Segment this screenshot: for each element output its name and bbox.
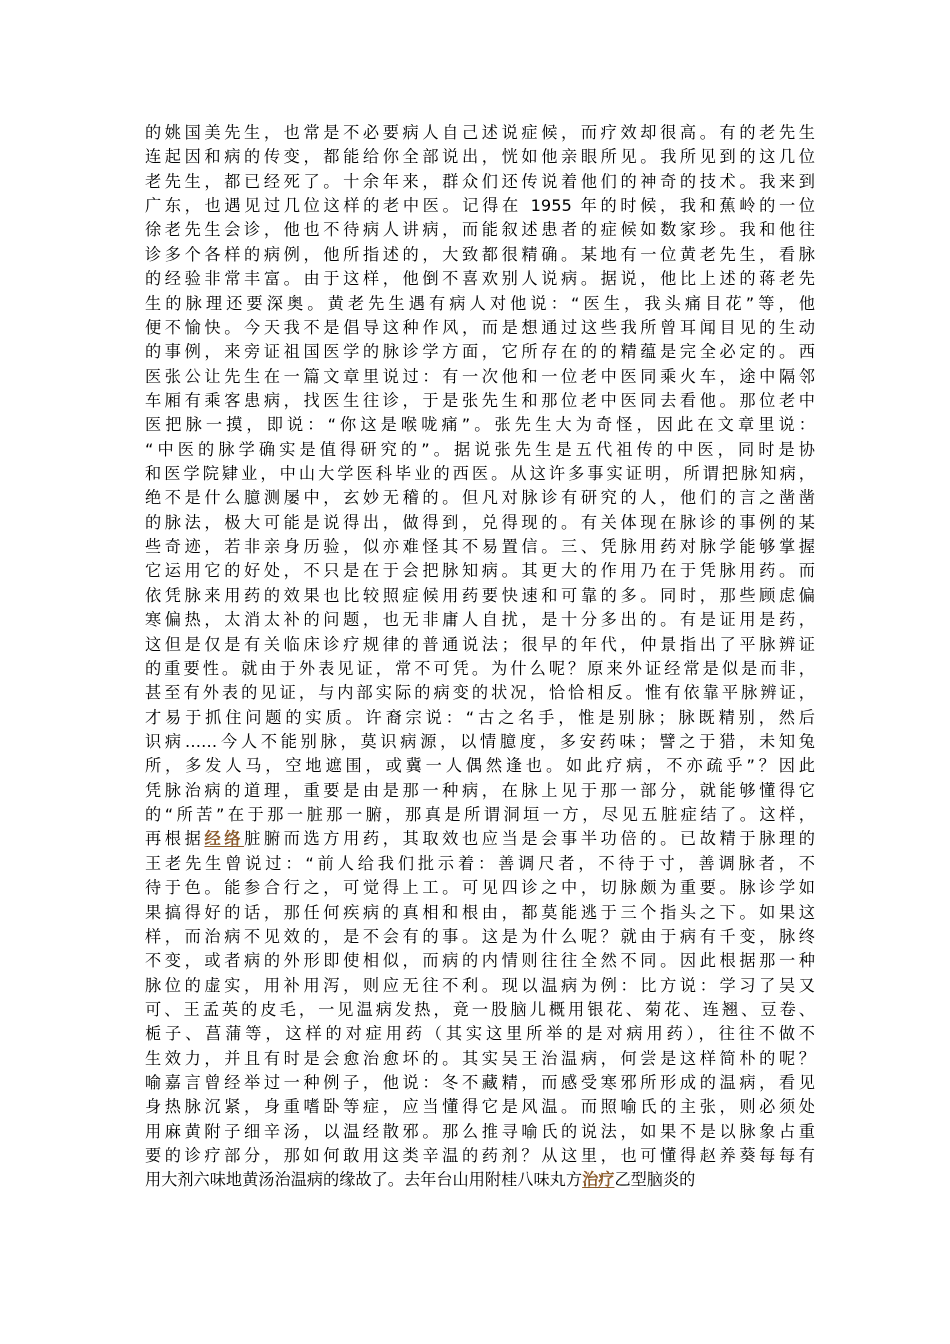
text-line [145,852,815,876]
text-segment: 不变，或者病的外形即使相似，而病的内情则往往全然不同。因此根据那一种 [145,951,815,971]
text-line [145,974,815,998]
text-segment: 和医学院肄业，中山大学医科毕业的西医。从这许多事实证明，所谓把脉知病， [145,464,815,484]
text-segment: 的经验非常丰富。由于这样，他倒不喜欢别人说病。据说，他比上述的蒋老先 [145,269,815,289]
text-segment: 寒偏热，太消太补的问题，也无非庸人自扰，是十分多出的。有是证用是药， [145,610,815,630]
text-segment: 才易于抓住问题的实质。许裔宗说：“古之名手，惟是别脉；脉既精别，然后 [145,707,815,727]
text-line [145,998,815,1022]
text-line [145,121,815,145]
text-line [145,170,815,194]
text-line [145,486,815,510]
text-segment: 医把脉一摸，即说：“你这是喉咙痛”。张先生大为奇怪，因此在文章里说： [145,415,815,435]
text-line [145,827,815,851]
text-line [145,413,815,437]
text-segment: 待于色。能参合行之，可觉得上工。可见四诊之中，切脉颇为重要。脉诊学如 [145,878,815,898]
text-line [145,1071,815,1095]
text-line [145,194,815,218]
text-line [145,511,815,535]
text-line [145,316,815,340]
text-line [145,1120,815,1144]
text-line [145,584,815,608]
text-segment: 广东，也遇见过几位这样的老中医。记得在 1955 年的时候，我和蕉岭的一位 [145,196,815,216]
text-line [145,779,815,803]
text-segment: 身热脉沉紧，身重嗜卧等症，应当懂得它是风温。而照喻氏的主张，则必须处 [145,1097,815,1117]
text-segment: 的姚国美先生，也常是不必要病人自己述说症候，而疗效却很高。有的老先生 [145,123,815,142]
text-line [145,389,815,413]
text-line [145,681,815,705]
text-segment: 老先生，都已经死了。十余年来，群众们还传说着他们的神奇的技术。我来到 [145,171,815,191]
text-segment: 便不愉快。今天我不是倡导这种作风，而是想通过这些我所曾耳闻目见的生动 [145,317,815,337]
text-line [145,292,815,316]
text-line [145,438,815,462]
text-line [145,876,815,900]
text-segment: 车厢有乘客患病，找医生往诊，于是张先生和那位老中医同去看他。那位老中 [145,390,815,410]
text-line [145,949,815,973]
text-segment: 医张公让先生在一篇文章里说过：有一次他和一位老中医同乘火车，途中隔邻 [145,366,815,386]
text-line [145,340,815,364]
link-zhiliao[interactable]: 治疗 [582,1170,615,1190]
text-segment: 栀子、菖蒲等，这样的对症用药（其实这里所举的是对病用药），往往不做不 [145,1024,815,1044]
text-segment: 可、王孟英的皮毛，一见温病发热，竟一股脑儿概用银花、菊花、连翘、豆卷、 [145,999,815,1019]
text-line [145,462,815,486]
text-segment: 再根据 [145,829,205,849]
text-segment: 凭脉治病的道理，重要是由是那一种病，在脉上见于那一部分，就能够懂得它 [145,780,815,800]
text-segment: 依凭脉来用药的效果也比较照症候用药要快速和可靠的多。同时，那些顾虑偏 [145,585,815,605]
text-segment: 王老先生曾说过：“前人给我们批示着：善调尺者，不待于寸，善调脉者，不 [145,853,815,873]
text-line [145,730,815,754]
text-segment: 脏腑而选方用药，其取效也应当是会事半功倍的。已故精于脉理的 [244,829,815,849]
text-segment: 的脉法，极大可能是说得出，做得到，兑得现的。有关体现在脉诊的事例的某 [145,512,815,532]
text-line [145,1144,815,1168]
text-segment: 脉位的虚实，用补用泻，则应无往不利。现以温病为例：比方说：学习了吴又 [145,975,815,995]
text-segment: 诊多个各样的病例，他所指述的，大致都很精确。某地有一位黄老先生，看脉 [145,244,815,264]
text-line [145,608,815,632]
text-segment: 甚至有外表的见证，与内部实际的病变的状况，恰恰相反。惟有依靠平脉辨证， [145,683,815,703]
text-segment: “中医的脉学确实是值得研究的”。据说张先生是五代祖传的中医，同时是协 [145,439,815,459]
text-line [145,803,815,827]
text-line [145,706,815,730]
text-segment: 所，多发人马，空地遮围，或冀一人偶然逢也。如此疗病，不亦疏乎”？因此 [145,756,815,776]
link-jingluo[interactable]: 经络 [204,829,245,849]
text-segment: 喻嘉言曾经举过一种例子，他说：冬不藏精，而感受寒邪所形成的温病，看见 [145,1073,815,1093]
text-segment: 要的诊疗部分，那如何敢用这类辛温的药剂？从这里，也可懂得赵养葵每每有 [145,1146,815,1166]
text-segment: 生效力，并且有时是会愈治愈坏的。其实吴王治温病，何尝是这样简朴的呢？ [145,1048,815,1068]
text-line [145,218,815,242]
text-segment: 果搞得好的话，那任何疾病的真相和根由，都莫能逃于三个指头之下。如果这 [145,902,815,922]
text-line [145,901,815,925]
text-segment: 乙型脑炎的 [614,1170,696,1190]
text-segment: 些奇迹，若非亲身历验，似亦难怪其不易置信。三、凭脉用药对脉学能够掌握 [145,537,815,557]
text-line [145,559,815,583]
text-line [145,925,815,949]
text-segment: 用大剂六味地黄汤治温病的缘故了。去年台山用附桂八味丸方 [145,1170,583,1190]
text-segment: 生的脉理还要深奥。黄老先生遇有病人对他说：“医生，我头痛目花”等，他 [145,293,815,313]
text-line [145,1022,815,1046]
text-line [145,267,815,291]
text-line [145,1095,815,1119]
text-segment: 识病……今人不能别脉，莫识病源，以情臆度，多安药味；譬之于猎，未知兔 [145,731,815,751]
text-line [145,1168,815,1192]
text-line [145,535,815,559]
text-segment: 这但是仅是有关临床诊疗规律的普通说法；很早的年代，仲景指出了平脉辨证 [145,634,815,654]
text-segment: 用麻黄附子细辛汤，以温经散邪。那么推寻喻氏的说法，如果不是以脉象占重 [145,1121,815,1141]
text-segment: 它运用它的好处，不只是在于会把脉知病。其更大的作用乃在于凭脉用药。而 [145,561,815,581]
text-line [145,633,815,657]
text-line [145,754,815,778]
text-segment: 的重要性。就由于外表见证，常不可凭。为什么呢？原来外证经常是似是而非， [145,658,815,678]
text-segment: 连起因和病的传变，都能给你全部说出，恍如他亲眼所见。我所见到的这几位 [145,147,815,167]
text-line [145,365,815,389]
text-line [145,145,815,169]
text-line [145,243,815,267]
text-segment: 样，而治病不见效的，是不会有的事。这是为什么呢？就由于病有千变，脉终 [145,926,815,946]
text-line [145,657,815,681]
text-segment: 的事例，来旁证祖国医学的脉诊学方面，它所存在的的精蕴是完全必定的。西 [145,342,815,362]
text-segment: 徐老先生会诊，他也不待病人讲病，而能叙述患者的症候如数家珍。我和他往 [145,220,815,240]
text-line [145,1047,815,1071]
body-text [145,121,815,1193]
text-segment: 的“所苦”在于那一脏那一腑，那真是所谓洞垣一方，尽见五脏症结了。这样， [145,805,815,825]
text-segment: 绝不是什么臆测屡中，玄妙无稽的。但凡对脉诊有研究的人，他们的言之凿凿 [145,488,815,508]
